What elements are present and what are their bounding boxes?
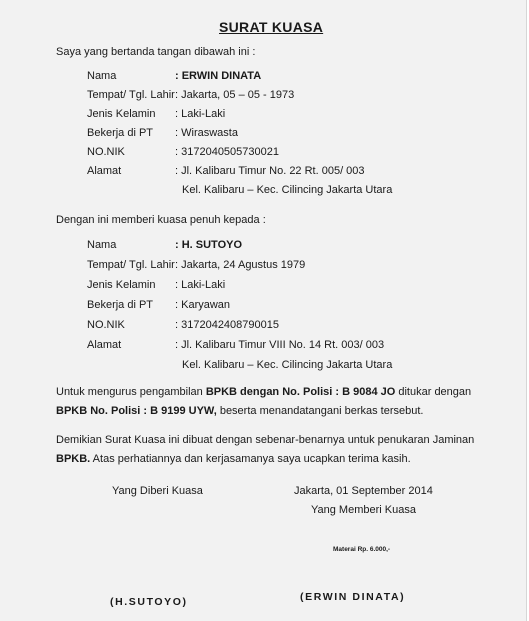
- purpose-text: Untuk mengurus pengambilan: [56, 386, 206, 398]
- grantee-label-name: Nama: [87, 239, 117, 251]
- purpose-line-2: [56, 404, 423, 418]
- grantor-label-gender: Jenis Kelamin: [87, 108, 156, 120]
- closing-bpkb: BPKB.: [56, 453, 91, 465]
- grantor-label-name: Nama: [87, 70, 117, 82]
- grantee-label-gender: Jenis Kelamin: [87, 279, 156, 291]
- closing-line-1: Demikian Surat Kuasa ini dibuat dengan sebenar-benarnya untuk penukaran Jaminan: [56, 434, 475, 446]
- grantor-address-line2: Kel. Kalibaru – Kec. Cilincing Jakarta Utara: [182, 184, 393, 196]
- grantee-value-address: : Jl. Kalibaru Timur VIII No. 14 Rt. 003/ 003: [175, 339, 385, 351]
- grantor-value-birth: : Jakarta, 05 – 05 - 1973: [175, 89, 295, 101]
- purpose-tail: ditukar dengan: [395, 386, 472, 398]
- grantor-value-work: : Wiraswasta: [175, 127, 238, 139]
- grantor-role-label: Yang Memberi Kuasa: [311, 504, 416, 516]
- grantor-value-name: : ERWIN DINATA: [175, 70, 262, 82]
- grantee-value-gender: : Laki-Laki: [175, 279, 226, 291]
- grantee-label-nik: NO.NIK: [87, 319, 125, 331]
- grantee-value-birth: : Jakarta, 24 Agustus 1979: [175, 259, 306, 271]
- grantee-role-label: Yang Diberi Kuasa: [112, 485, 203, 497]
- grantor-value-nik: : 3172040505730021: [175, 146, 279, 158]
- purpose-tail-2: beserta menandatangani berkas tersebut.: [216, 405, 424, 417]
- purpose-line-1: [56, 385, 471, 399]
- intro-text: Saya yang bertanda tangan dibawah ini :: [56, 46, 256, 58]
- materai-stamp-label: Materai Rp. 6.000,-: [333, 546, 391, 553]
- grantee-label-work: Bekerja di PT: [87, 299, 154, 311]
- grantor-signature-name: (ERWIN DINATA): [300, 591, 406, 603]
- grantee-address-line2: Kel. Kalibaru – Kec. Cilincing Jakarta Utara: [182, 359, 393, 371]
- grantor-label-nik: NO.NIK: [87, 146, 125, 158]
- purpose-plate-new: BPKB No. Polisi : B 9199 UYW,: [56, 405, 217, 417]
- place-date: Jakarta, 01 September 2014: [294, 485, 433, 497]
- grantee-value-name: : H. SUTOYO: [175, 239, 243, 251]
- grantor-value-address: : Jl. Kalibaru Timur No. 22 Rt. 005/ 003: [175, 165, 365, 177]
- grantee-value-work: : Karyawan: [175, 299, 231, 311]
- grantee-signature-name: (H.SUTOYO): [110, 596, 188, 608]
- grantor-label-work: Bekerja di PT: [87, 127, 154, 139]
- grantee-label-address: Alamat: [87, 339, 122, 351]
- transition-text: Dengan ini memberi kuasa penuh kepada :: [56, 214, 266, 226]
- closing-line-2: [56, 452, 411, 466]
- grantor-label-address: Alamat: [87, 165, 122, 177]
- grantee-label-birth: Tempat/ Tgl. Lahir: [87, 259, 175, 271]
- grantee-value-nik: : 3172042408790015: [175, 319, 279, 331]
- closing-thanks: Atas perhatiannya dan kerjasamanya saya ucapkan terima kasih.: [90, 453, 411, 465]
- document-title: SURAT KUASA: [219, 19, 324, 35]
- purpose-plate-old: BPKB dengan No. Polisi : B 9084 JO: [205, 386, 396, 398]
- grantor-label-birth: Tempat/ Tgl. Lahir: [87, 89, 175, 101]
- grantor-value-gender: : Laki-Laki: [175, 108, 226, 120]
